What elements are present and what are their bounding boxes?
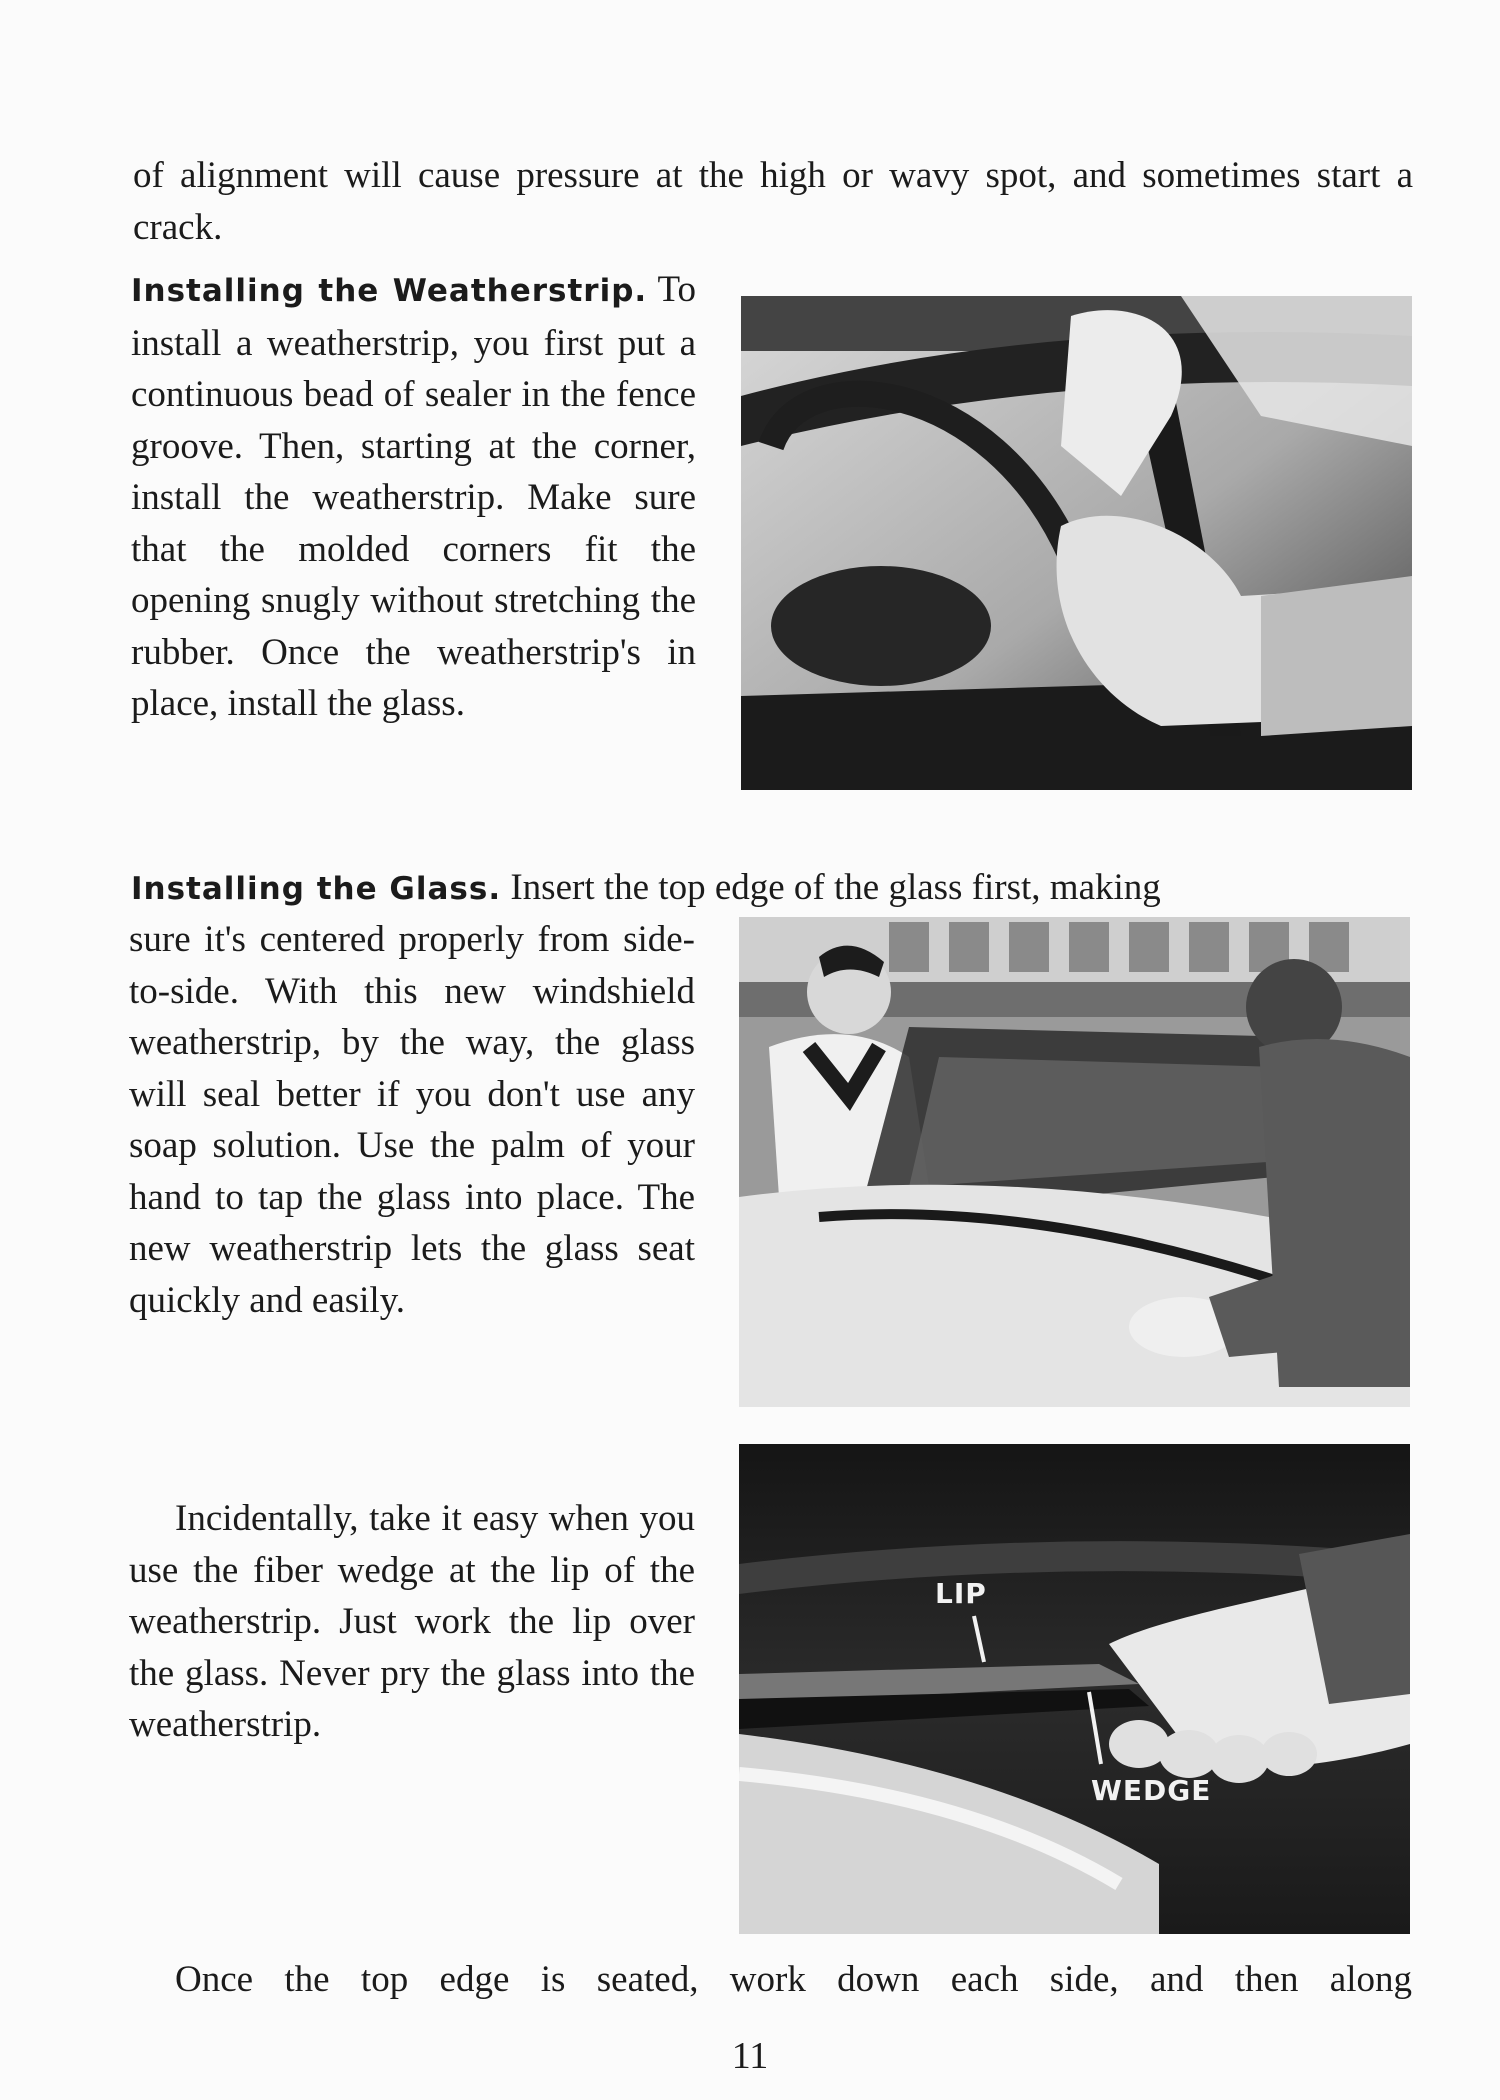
closing-line: Once the top edge is seated, work down each side, and then along [175, 1959, 1412, 2000]
glass-paragraph: sure it's centered properly from side-to-side. With this new windshield weatherstrip, by the way, the glass will seal better if you don't use any soap solution. Use the palm of your hand to tap the glass into place. The new weatherstrip lets the glass seat quickly and easily. [129, 919, 695, 1321]
wedge-label: WEDGE [1091, 1774, 1212, 1807]
glass-install-photo-art [739, 917, 1410, 1407]
weatherstrip-paragraph [131, 264, 696, 730]
glass-body-first: Insert the top edge of the glass first, making [510, 867, 1161, 908]
weatherstrip-photo-art [741, 296, 1412, 790]
lip-wedge-photo-art [739, 1444, 1410, 1934]
weatherstrip-body: To install a weatherstrip, you first put a continuous bead of sealer in the fence groove. Then, starting at the corner, install the weatherstrip. Make sure that the molded corners fit the opening snugly without stretching the rubber. Once the weatherstrip's in place, install the glass. [131, 269, 696, 724]
glass-heading: Installing the Glass. [131, 871, 502, 907]
weatherstrip-photo [741, 296, 1412, 790]
lip-label: LIP [935, 1577, 987, 1610]
lip-wedge-photo [739, 1444, 1410, 1934]
intro-paragraph: of alignment will cause pressure at the high or wavy spot, and sometimes start a crack. [133, 155, 1413, 248]
glass-install-photo [739, 917, 1410, 1407]
page-number: 11 [731, 2035, 769, 2077]
incidentally-paragraph: Incidentally, take it easy when you use the fiber wedge at the lip of the weatherstrip. Just work the lip over the glass. Never pry the glass into the weatherstrip. [129, 1498, 695, 1745]
weatherstrip-heading: Installing the Weatherstrip. [131, 273, 648, 309]
glass-first-line [131, 862, 1413, 916]
